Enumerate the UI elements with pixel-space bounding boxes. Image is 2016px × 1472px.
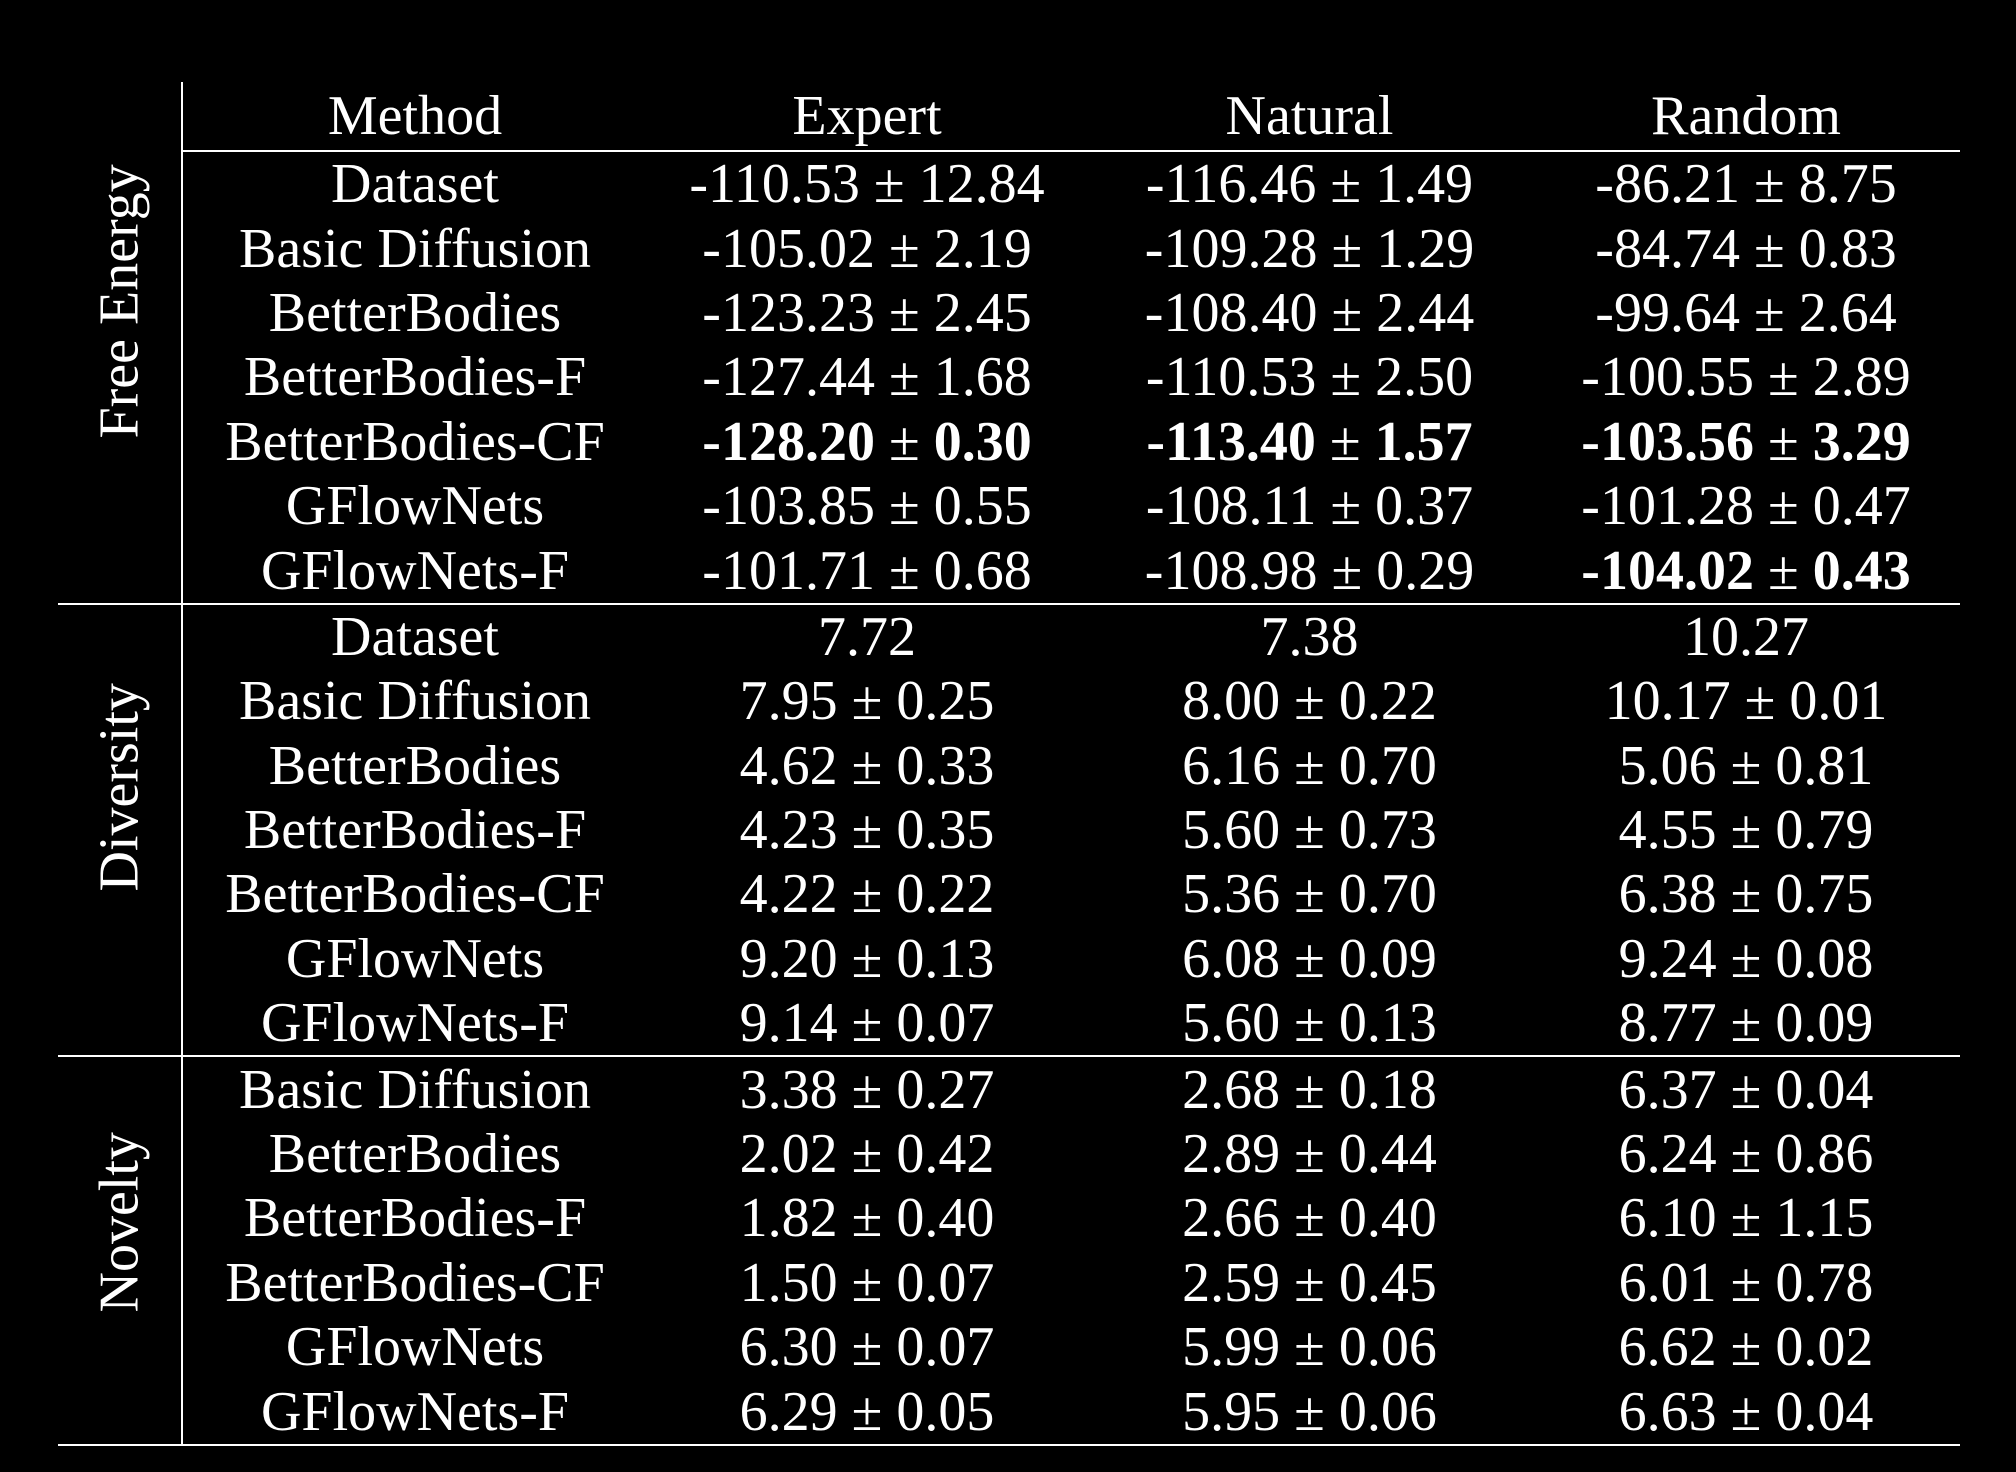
table-row: [58, 538, 1960, 603]
expert-value-cell: [647, 1315, 1087, 1379]
plus-minus-symbol: ±: [851, 1187, 883, 1250]
plus-minus-symbol: ±: [851, 670, 883, 733]
method-cell: GFlowNets-F: [182, 991, 647, 1056]
mean-value: 5.99: [1182, 1316, 1281, 1379]
std-value: 12.84: [918, 153, 1045, 216]
std-value: 0.45: [1338, 1251, 1437, 1314]
plus-minus-symbol: ±: [1294, 992, 1325, 1055]
mean-value: 2.02: [739, 1123, 838, 1186]
random-value-cell: [1532, 604, 1960, 669]
std-value: 0.73: [1338, 799, 1437, 862]
std-value: 0.42: [896, 1123, 995, 1186]
natural-value-cell: [1087, 345, 1532, 409]
mean-value: 6.30: [739, 1316, 838, 1379]
plus-minus-symbol: ±: [1331, 281, 1363, 344]
table-row: [58, 1379, 1960, 1444]
group-label: [58, 151, 182, 604]
mean-value: 2.68: [1182, 1058, 1281, 1121]
mean-value: -110.53: [689, 153, 860, 216]
mean-value: -110.53: [1145, 346, 1317, 409]
header-expert: Expert: [647, 82, 1087, 151]
header-method: Method: [182, 82, 647, 151]
mean-value: 5.95: [1182, 1380, 1281, 1443]
natural-value-cell: [1087, 1186, 1532, 1250]
method-cell: GFlowNets: [182, 927, 647, 991]
expert-value-cell: [647, 216, 1087, 280]
method-cell: GFlowNets: [182, 1315, 647, 1379]
group-label-text: Diversity: [88, 683, 151, 892]
expert-value-cell: [647, 151, 1087, 216]
std-value: 0.55: [933, 475, 1032, 538]
method-cell: Basic Diffusion: [182, 216, 647, 280]
plus-minus-symbol: ±: [1294, 863, 1325, 926]
random-value-cell: [1532, 345, 1960, 409]
header-natural: Natural: [1087, 82, 1532, 151]
table-row: [58, 474, 1960, 538]
expert-value-cell: [647, 991, 1087, 1056]
std-value: 0.13: [896, 927, 995, 990]
mean-value: 6.10: [1618, 1187, 1717, 1250]
mean-value: 4.23: [739, 799, 838, 862]
plus-minus-symbol: ±: [851, 799, 883, 862]
expert-value-cell: [647, 1186, 1087, 1250]
expert-value-cell: [647, 862, 1087, 926]
natural-value-cell: [1087, 1056, 1532, 1121]
table-row: [58, 798, 1960, 862]
std-value: 0.35: [896, 799, 995, 862]
std-value: 0.06: [1338, 1316, 1437, 1379]
std-value: 0.01: [1789, 670, 1888, 733]
std-value: 3.29: [1812, 410, 1911, 473]
random-value-cell: [1532, 281, 1960, 345]
plus-minus-symbol: ±: [851, 1251, 883, 1314]
mean-value: 10.17: [1604, 670, 1731, 733]
section-diversity: [58, 604, 1960, 1057]
std-value: 2.64: [1798, 281, 1897, 344]
natural-value-cell: [1087, 798, 1532, 862]
natural-value-cell: [1087, 734, 1532, 798]
mean-value: 6.01: [1618, 1251, 1717, 1314]
plus-minus-symbol: ±: [1753, 153, 1785, 216]
plus-minus-symbol: ±: [851, 992, 883, 1055]
method-cell: Basic Diffusion: [182, 669, 647, 733]
random-value-cell: [1532, 798, 1960, 862]
natural-value-cell: [1087, 1379, 1532, 1444]
plus-minus-symbol: ±: [1294, 670, 1325, 733]
method-cell: GFlowNets-F: [182, 1379, 647, 1444]
mean-value: 6.08: [1182, 927, 1281, 990]
plus-minus-symbol: ±: [873, 153, 905, 216]
mean-value: 2.89: [1182, 1123, 1281, 1186]
plus-minus-symbol: ±: [1730, 927, 1762, 990]
random-value-cell: [1532, 1315, 1960, 1379]
table-row: [58, 604, 1960, 669]
plus-minus-symbol: ±: [888, 475, 920, 538]
plus-minus-symbol: ±: [851, 1380, 883, 1443]
mean-value: -108.98: [1144, 539, 1318, 602]
random-value-cell: [1532, 927, 1960, 991]
natural-value-cell: [1087, 538, 1532, 603]
random-value-cell: [1532, 1056, 1960, 1121]
std-value: 2.19: [933, 217, 1032, 280]
plus-minus-symbol: ±: [1331, 539, 1363, 602]
table-row: [58, 281, 1960, 345]
group-label-text: Free Energy: [88, 164, 151, 439]
std-value: 0.81: [1775, 734, 1874, 797]
method-cell: BetterBodies-CF: [182, 1251, 647, 1315]
plus-minus-symbol: ±: [1294, 1316, 1325, 1379]
mean-value: 8.77: [1618, 992, 1717, 1055]
table-row: [58, 991, 1960, 1056]
plus-minus-symbol: ±: [1294, 1380, 1325, 1443]
mean-value: 9.20: [739, 927, 838, 990]
std-value: 0.40: [896, 1187, 995, 1250]
random-value-cell: [1532, 669, 1960, 733]
mean-value: 8.00: [1182, 670, 1281, 733]
natural-value-cell: [1087, 474, 1532, 538]
mean-value: 3.38: [739, 1058, 838, 1121]
natural-value-cell: [1087, 281, 1532, 345]
plus-minus-symbol: ±: [888, 217, 920, 280]
std-value: 0.06: [1338, 1380, 1437, 1443]
mean-value: 4.55: [1618, 799, 1717, 862]
expert-value-cell: [647, 798, 1087, 862]
std-value: 0.25: [896, 670, 995, 733]
mean-value: -103.85: [702, 475, 875, 538]
natural-value-cell: [1087, 1251, 1532, 1315]
header-random: Random: [1532, 82, 1960, 151]
plus-minus-symbol: ±: [851, 1058, 883, 1121]
method-cell: BetterBodies-F: [182, 345, 647, 409]
section-novelty: [58, 1056, 1960, 1444]
expert-value-cell: [647, 927, 1087, 991]
mean-value: -127.44: [702, 346, 875, 409]
plus-minus-symbol: ±: [1730, 1380, 1762, 1443]
expert-value-cell: [647, 1056, 1087, 1121]
table-row: [58, 1186, 1960, 1250]
mean-value: 10.27: [1683, 605, 1809, 668]
plus-minus-symbol: ±: [888, 281, 920, 344]
mean-value: 6.24: [1618, 1123, 1717, 1186]
std-value: 0.07: [896, 992, 995, 1055]
table-row: [58, 862, 1960, 926]
plus-minus-symbol: ±: [1767, 410, 1799, 473]
std-value: 0.37: [1375, 475, 1474, 538]
results-table: [58, 82, 1960, 1446]
plus-minus-symbol: ±: [1744, 670, 1776, 733]
mean-value: 5.60: [1182, 799, 1281, 862]
mean-value: -128.20: [702, 410, 875, 473]
std-value: 0.05: [896, 1380, 995, 1443]
method-cell: BetterBodies-F: [182, 1186, 647, 1250]
plus-minus-symbol: ±: [1730, 992, 1762, 1055]
plus-minus-symbol: ±: [1294, 799, 1325, 862]
mean-value: -99.64: [1595, 281, 1740, 344]
plus-minus-symbol: ±: [1730, 1058, 1762, 1121]
plus-minus-symbol: ±: [1294, 734, 1325, 797]
plus-minus-symbol: ±: [1294, 927, 1325, 990]
mean-value: 5.60: [1182, 992, 1281, 1055]
std-value: 1.57: [1374, 410, 1473, 473]
plus-minus-symbol: ±: [1730, 734, 1762, 797]
std-value: 0.68: [933, 539, 1032, 602]
std-value: 2.89: [1812, 346, 1911, 409]
natural-value-cell: [1087, 604, 1532, 669]
mean-value: 6.37: [1618, 1058, 1717, 1121]
method-cell: BetterBodies: [182, 281, 647, 345]
plus-minus-symbol: ±: [1730, 799, 1762, 862]
std-value: 0.79: [1775, 799, 1874, 862]
plus-minus-symbol: ±: [1753, 217, 1785, 280]
random-value-cell: [1532, 991, 1960, 1056]
random-value-cell: [1532, 216, 1960, 280]
mean-value: 1.82: [739, 1187, 838, 1250]
method-cell: BetterBodies-CF: [182, 862, 647, 926]
mean-value: -86.21: [1595, 153, 1740, 216]
expert-value-cell: [647, 1379, 1087, 1444]
table-row: [58, 1315, 1960, 1379]
std-value: 0.47: [1812, 475, 1911, 538]
natural-value-cell: [1087, 927, 1532, 991]
header-row: [58, 82, 1960, 151]
mean-value: -108.11: [1145, 475, 1317, 538]
random-value-cell: [1532, 474, 1960, 538]
method-cell: Basic Diffusion: [182, 1056, 647, 1121]
method-cell: Dataset: [182, 151, 647, 216]
plus-minus-symbol: ±: [1767, 539, 1799, 602]
mean-value: 6.16: [1182, 734, 1281, 797]
plus-minus-symbol: ±: [1730, 1187, 1762, 1250]
std-value: 0.04: [1775, 1380, 1874, 1443]
table-row: [58, 410, 1960, 474]
std-value: 0.83: [1798, 217, 1897, 280]
mean-value: 1.50: [739, 1251, 838, 1314]
mean-value: 7.72: [818, 605, 916, 668]
natural-value-cell: [1087, 151, 1532, 216]
mean-value: -101.71: [702, 539, 875, 602]
std-value: 0.07: [896, 1316, 995, 1379]
std-value: 2.50: [1375, 346, 1474, 409]
method-cell: GFlowNets: [182, 474, 647, 538]
random-value-cell: [1532, 538, 1960, 603]
mean-value: 6.38: [1618, 863, 1717, 926]
plus-minus-symbol: ±: [888, 346, 920, 409]
random-value-cell: [1532, 410, 1960, 474]
mean-value: -84.74: [1595, 217, 1740, 280]
mean-value: -101.28: [1581, 475, 1754, 538]
mean-value: 7.38: [1260, 605, 1359, 668]
random-value-cell: [1532, 862, 1960, 926]
group-label: [58, 1056, 182, 1444]
std-value: 0.08: [1775, 927, 1874, 990]
std-value: 0.22: [1338, 670, 1437, 733]
plus-minus-symbol: ±: [1730, 1251, 1762, 1314]
plus-minus-symbol: ±: [888, 539, 920, 602]
mean-value: -100.55: [1581, 346, 1754, 409]
table-row: [58, 927, 1960, 991]
natural-value-cell: [1087, 410, 1532, 474]
plus-minus-symbol: ±: [1753, 281, 1785, 344]
plus-minus-symbol: ±: [1767, 346, 1799, 409]
std-value: 0.04: [1775, 1058, 1874, 1121]
std-value: 0.86: [1775, 1123, 1874, 1186]
std-value: 0.78: [1775, 1251, 1874, 1314]
natural-value-cell: [1087, 1315, 1532, 1379]
std-value: 0.02: [1775, 1316, 1874, 1379]
random-value-cell: [1532, 151, 1960, 216]
natural-value-cell: [1087, 216, 1532, 280]
expert-value-cell: [647, 604, 1087, 669]
table-row: [58, 1056, 1960, 1121]
table-row: [58, 216, 1960, 280]
plus-minus-symbol: ±: [888, 410, 920, 473]
std-value: 8.75: [1798, 153, 1897, 216]
expert-value-cell: [647, 1251, 1087, 1315]
plus-minus-symbol: ±: [1330, 346, 1362, 409]
plus-minus-symbol: ±: [851, 734, 883, 797]
method-cell: Dataset: [182, 604, 647, 669]
std-value: 0.27: [896, 1058, 995, 1121]
random-value-cell: [1532, 1186, 1960, 1250]
plus-minus-symbol: ±: [851, 863, 883, 926]
std-value: 0.18: [1338, 1058, 1437, 1121]
mean-value: 7.95: [739, 670, 838, 733]
expert-value-cell: [647, 669, 1087, 733]
plus-minus-symbol: ±: [1330, 475, 1362, 538]
std-value: 0.13: [1338, 992, 1437, 1055]
group-label: [58, 604, 182, 1057]
plus-minus-symbol: ±: [1730, 1123, 1762, 1186]
std-value: 0.09: [1775, 992, 1874, 1055]
std-value: 0.70: [1338, 863, 1437, 926]
table-row: [58, 1251, 1960, 1315]
mean-value: -109.28: [1144, 217, 1318, 280]
table-header: [58, 82, 1960, 151]
std-value: 0.43: [1812, 539, 1911, 602]
natural-value-cell: [1087, 862, 1532, 926]
std-value: 0.30: [933, 410, 1032, 473]
plus-minus-symbol: ±: [1330, 153, 1362, 216]
plus-minus-symbol: ±: [1294, 1251, 1325, 1314]
table-row: [58, 1122, 1960, 1186]
method-cell: BetterBodies-CF: [182, 410, 647, 474]
mean-value: 9.24: [1618, 927, 1717, 990]
expert-value-cell: [647, 345, 1087, 409]
table-row: [58, 734, 1960, 798]
std-value: 0.22: [896, 863, 995, 926]
natural-value-cell: [1087, 669, 1532, 733]
natural-value-cell: [1087, 1122, 1532, 1186]
mean-value: -113.40: [1146, 410, 1316, 473]
table-row: [58, 345, 1960, 409]
std-value: 1.49: [1375, 153, 1474, 216]
random-value-cell: [1532, 1251, 1960, 1315]
mean-value: -104.02: [1581, 539, 1754, 602]
random-value-cell: [1532, 734, 1960, 798]
plus-minus-symbol: ±: [1294, 1123, 1325, 1186]
group-label-text: Novelty: [88, 1131, 151, 1313]
mean-value: 6.29: [739, 1380, 838, 1443]
mean-value: 4.22: [739, 863, 838, 926]
random-value-cell: [1532, 1379, 1960, 1444]
std-value: 1.15: [1775, 1187, 1874, 1250]
mean-value: 2.59: [1182, 1251, 1281, 1314]
mean-value: 6.63: [1618, 1380, 1717, 1443]
plus-minus-symbol: ±: [851, 1123, 883, 1186]
plus-minus-symbol: ±: [1294, 1058, 1325, 1121]
std-value: 0.33: [896, 734, 995, 797]
table-row: [58, 669, 1960, 733]
mean-value: 9.14: [739, 992, 838, 1055]
std-value: 0.09: [1338, 927, 1437, 990]
mean-value: -116.46: [1145, 153, 1317, 216]
mean-value: 4.62: [739, 734, 838, 797]
plus-minus-symbol: ±: [851, 927, 883, 990]
std-value: 0.70: [1338, 734, 1437, 797]
std-value: 0.44: [1338, 1123, 1437, 1186]
std-value: 2.44: [1376, 281, 1475, 344]
std-value: 1.68: [933, 346, 1032, 409]
method-cell: BetterBodies: [182, 734, 647, 798]
expert-value-cell: [647, 734, 1087, 798]
mean-value: 6.62: [1618, 1316, 1717, 1379]
std-value: 0.40: [1338, 1187, 1437, 1250]
plus-minus-symbol: ±: [1331, 217, 1363, 280]
header-blank: [58, 82, 182, 151]
mean-value: -103.56: [1581, 410, 1754, 473]
plus-minus-symbol: ±: [851, 1316, 883, 1379]
plus-minus-symbol: ±: [1294, 1187, 1325, 1250]
std-value: 2.45: [933, 281, 1032, 344]
expert-value-cell: [647, 474, 1087, 538]
std-value: 0.07: [896, 1251, 995, 1314]
mean-value: 2.66: [1182, 1187, 1281, 1250]
table-row: [58, 151, 1960, 216]
mean-value: 5.06: [1618, 734, 1717, 797]
mean-value: -123.23: [702, 281, 875, 344]
std-value: 0.29: [1376, 539, 1475, 602]
random-value-cell: [1532, 1122, 1960, 1186]
plus-minus-symbol: ±: [1329, 410, 1361, 473]
mean-value: -108.40: [1144, 281, 1318, 344]
std-value: 0.75: [1775, 863, 1874, 926]
plus-minus-symbol: ±: [1730, 863, 1762, 926]
method-cell: BetterBodies: [182, 1122, 647, 1186]
method-cell: BetterBodies-F: [182, 798, 647, 862]
plus-minus-symbol: ±: [1730, 1316, 1762, 1379]
expert-value-cell: [647, 281, 1087, 345]
expert-value-cell: [647, 1122, 1087, 1186]
mean-value: -105.02: [702, 217, 875, 280]
mean-value: 5.36: [1182, 863, 1281, 926]
method-cell: GFlowNets-F: [182, 538, 647, 603]
natural-value-cell: [1087, 991, 1532, 1056]
expert-value-cell: [647, 538, 1087, 603]
std-value: 1.29: [1376, 217, 1475, 280]
plus-minus-symbol: ±: [1767, 475, 1799, 538]
section-free-energy: [58, 151, 1960, 604]
expert-value-cell: [647, 410, 1087, 474]
